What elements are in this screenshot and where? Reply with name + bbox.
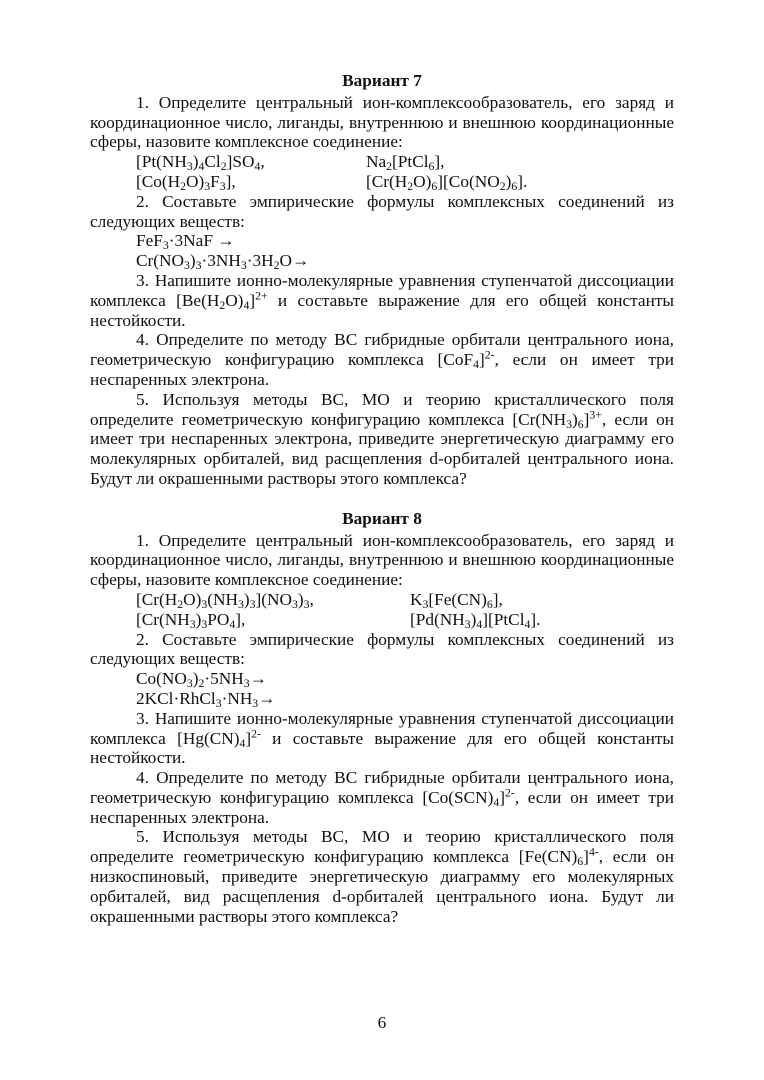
v8-formula: $K_3[Fe(CN)_6]$, [410,589,503,611]
page-content [90,71,674,926]
v7-formulas-row-1 [136,152,674,172]
v7-formula: $[Pt(NH_3)_4Cl_2]SO_4$, [136,152,265,174]
v8-formulas-row-1 [136,590,674,610]
v7-question-5: 5. Используя методы ВС, МО и теорию кристаллического поля определите геометрическую конфигурацию комплекса $[Cr(NH_3)_6]^{3+}$, если он имеет три неспаренных электрона, приведите энергетическую диаграмму его молекулярных орбиталей, вид расщепления d-орбиталей центрального иона. Будут ли окрашенными растворы этого комплекса? [90,389,674,488]
v7-question-4: 4. Определите по методу ВС гибридные орбитали центрального иона, геометрическую конфигурацию комплекса $[CoF_4]^{2-}$, если он имеет три неспаренных электрона. [90,330,674,389]
v7-formulas-row-2 [136,172,674,192]
v7-reaction-line: $Cr(NO_3)_3\cdot 3NH_3\cdot 3H_2O\to$ [136,251,310,273]
v8-question-4: 4. Определите по методу ВС гибридные орбитали центрального иона, геометрическую конфигурацию комплекса $[Co(SCN)_4]^{2-}$, если он имеет три неспаренных электрона. [90,768,674,827]
v8-question-1: 1. Определите центральный ион-комплексообразователь, его заряд и координационное число, лиганды, внутреннюю и внешнюю координационные сферы, назовите комплексное соединение: [90,530,674,590]
v7-question-1: 1. Определите центральный ион-комплексообразователь, его заряд и координационное число, лиганды, внутреннюю и внешнюю координационные сферы, назовите комплексное соединение: [90,92,674,152]
v7-formula: $[Co(H_2O)_3F_3]$, [136,171,236,193]
v8-reaction-line: $2KCl\cdot RhCl_3\cdot NH_3\to$ [136,688,276,710]
v7-reaction-line: FeF$_3$·3NaF → [136,231,235,253]
page-number: 6 [377,1013,387,1032]
v8-reaction-line: $Co(NO_3)_2\cdot 5NH_3\to$ [136,669,267,691]
v7-formula: $Na_2[PtCl_6]$, [366,152,445,174]
v8-question-2: 2. Составьте эмпирические формулы комплексных соединений из следующих веществ: [90,629,674,669]
v7-question-2: 2. Составьте эмпирические формулы комплексных соединений из следующих веществ: [90,191,674,231]
v7-question-3: 3. Напишите ионно-молекулярные уравнения ступенчатой диссоциации комплекса $[Be(H_2O)_4]^{2+}$ и составьте выражение для его общей константы нестойкости. [90,270,674,330]
v8-question-5: 5. Используя методы ВС, МО и теорию кристаллического поля определите геометрическую конфигурацию комплекса $[Fe(CN)_6]^{4-}$, если он низкоспиновый, приведите энергетическую диаграмму его молекулярных орбиталей, вид расщепления d-орбиталей центрального иона. Будут ли окрашенными растворы этого комплекса? [90,827,674,926]
v7-formula: $[Cr(H_2O)_6][Co(NO_2)_6]$. [366,171,528,193]
v8-formula: $[Cr(H_2O)_3(NH_3)_3](NO_3)_3$, [136,589,314,611]
v8-formulas-row-2 [136,610,674,630]
variant-8-title: Вариант 8 [342,508,422,528]
v8-question-3: 3. Напишите ионно-молекулярные уравнения ступенчатой диссоциации комплекса $[Hg(CN)_4]^{2-}$ и составьте выражение для его общей константы нестойкости. [90,708,674,768]
v8-formula: $[Pd(NH_3)_4][PtCl_4]$. [410,609,541,631]
variant-7-title: Вариант 7 [342,71,422,90]
v8-formula: $[Cr(NH_3)_3PO_4]$, [136,609,246,631]
